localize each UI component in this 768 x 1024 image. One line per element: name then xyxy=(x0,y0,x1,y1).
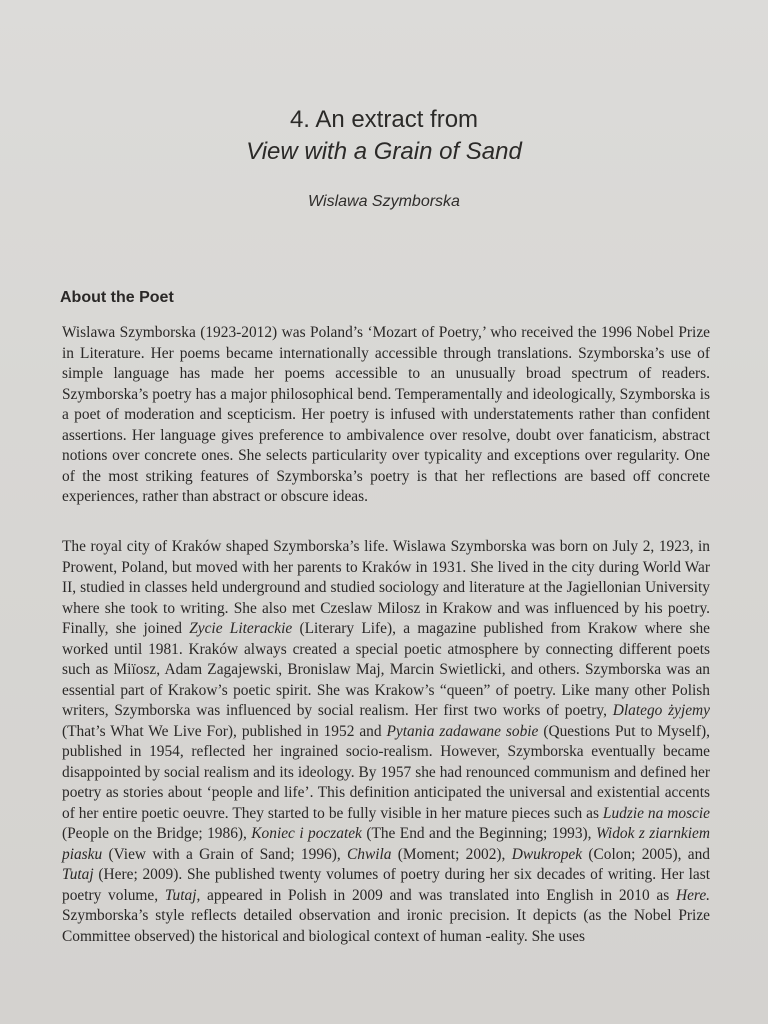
italic-title: Dwukropek xyxy=(511,845,583,863)
paragraph-1-text: Wislawa Szymborska (1923-2012) was Poland’s ‘Mozart of Poetry,’ who received the 1996 Nobel Prize in Literature. Her poems became internationally accessible through translations. Szymborska’s use of simple language has made her poems accessible to an unusually broad spectrum of readers. Szymborska’s poetry has a major philosophical bend. Temperamentally and ideologically, Szymborska is a poet of moderation and scepticism. Her poetry is infused with understatements rather than confident assertions. Her language gives preference to ambivalence over resolve, doubt over fanaticism, abstract notions over concrete ones. She selects particularity over typicality and exceptions over regularity. One of the most striking features of Szymborska’s poetry is that her reflections are based off concrete experiences, rather than abstract or obscure ideas. xyxy=(62,324,710,505)
italic-title: Pytania zadawane sobie xyxy=(386,722,539,740)
section-heading: About the Poet xyxy=(60,289,174,306)
italic-title: Tutaj xyxy=(62,866,94,883)
italic-title: Dlatego żyjemy xyxy=(612,702,710,719)
italic-title: Widok z ziarnkiem piasku xyxy=(62,825,710,863)
italic-title: Here. xyxy=(675,886,710,904)
chapter-title-line1: 4. An extract from xyxy=(289,106,479,133)
chapter-title-line2: View with a Grain of Sand xyxy=(246,138,522,165)
author-name: Wislawa Szymborska xyxy=(308,193,460,210)
text-segment: (Colon; 2005), and xyxy=(582,845,710,863)
text-segment: (View with a Grain of Sand; 1996), xyxy=(102,845,347,863)
chapter-title xyxy=(0,104,768,168)
text-segment: The royal city of Kraków shaped Szymborska’s life. Wislawa Szymborska was born on July 2, 1923, in Prowent, Poland, but moved with her parents to Kraków in 1931. She lived in the city during World War II, studied in classes held underground and studied sociology and literature at the Jagiellonian University where she took to writing. She also met Czeslaw Milosz in Krakow and was influenced by his poetry. Finally, she joined xyxy=(62,538,710,637)
italic-title: Tutaj xyxy=(164,886,197,904)
text-segment: (Moment; 2002), xyxy=(391,845,512,863)
italic-title: Chwila xyxy=(347,845,392,863)
text-segment: (Questions Put to Myself), published in 1954, reflected her ingrained socio-realism. However, Szymborska eventually became disappointed by social realism and its ideology. By 1957 she had renounced communism and defined her poetry as stories about ‘people and life’. This definition anticipated the universal and existential accents of her entire poetic oeuvre. They started to be fully visible in her mature pieces such as xyxy=(62,722,711,822)
paragraph-2 xyxy=(62,537,710,947)
text-segment: Szymborska’s style reflects detailed observation and ironic precision. It depicts (as the Nobel Prize Committee observed) the historical and biological context of human ‐eality. She uses xyxy=(62,907,710,945)
text-segment: (That’s What We Live For), published in 1952 and xyxy=(62,722,387,740)
italic-title: Zycie Literackie xyxy=(189,620,293,637)
text-segment: (The End and the Beginning; 1993), xyxy=(361,825,596,842)
text-segment: (People on the Bridge; 1986), xyxy=(62,825,252,842)
italic-title: Koniec i poczatek xyxy=(251,825,362,842)
text-segment: (Here; 2009). She published twenty volumes of poetry during her six decades of writing. Her last poetry volume, xyxy=(62,866,710,904)
text-segment: , appeared in Polish in 2009 and was translated into English in 2010 as xyxy=(196,886,676,904)
paragraph-2-text xyxy=(62,537,710,947)
paragraph-1 xyxy=(62,323,710,508)
italic-title: Ludzie na moscie xyxy=(602,804,710,822)
text-segment: (Literary Life), a magazine published from Krakow where she worked until 1981. Kraków always created a special poetic atmosphere by connecting different poets such as Miïosz, Adam Zagajewski, Bronislaw Maj, Marcin Swietlicki, and others. Szymborska was an essential part of Krakow’s poetic spirit. She was Krakow’s “queen” of poetry. Like many other Polish writers, Szymborska was influenced by social realism. Her first two works of poetry, xyxy=(62,620,710,719)
